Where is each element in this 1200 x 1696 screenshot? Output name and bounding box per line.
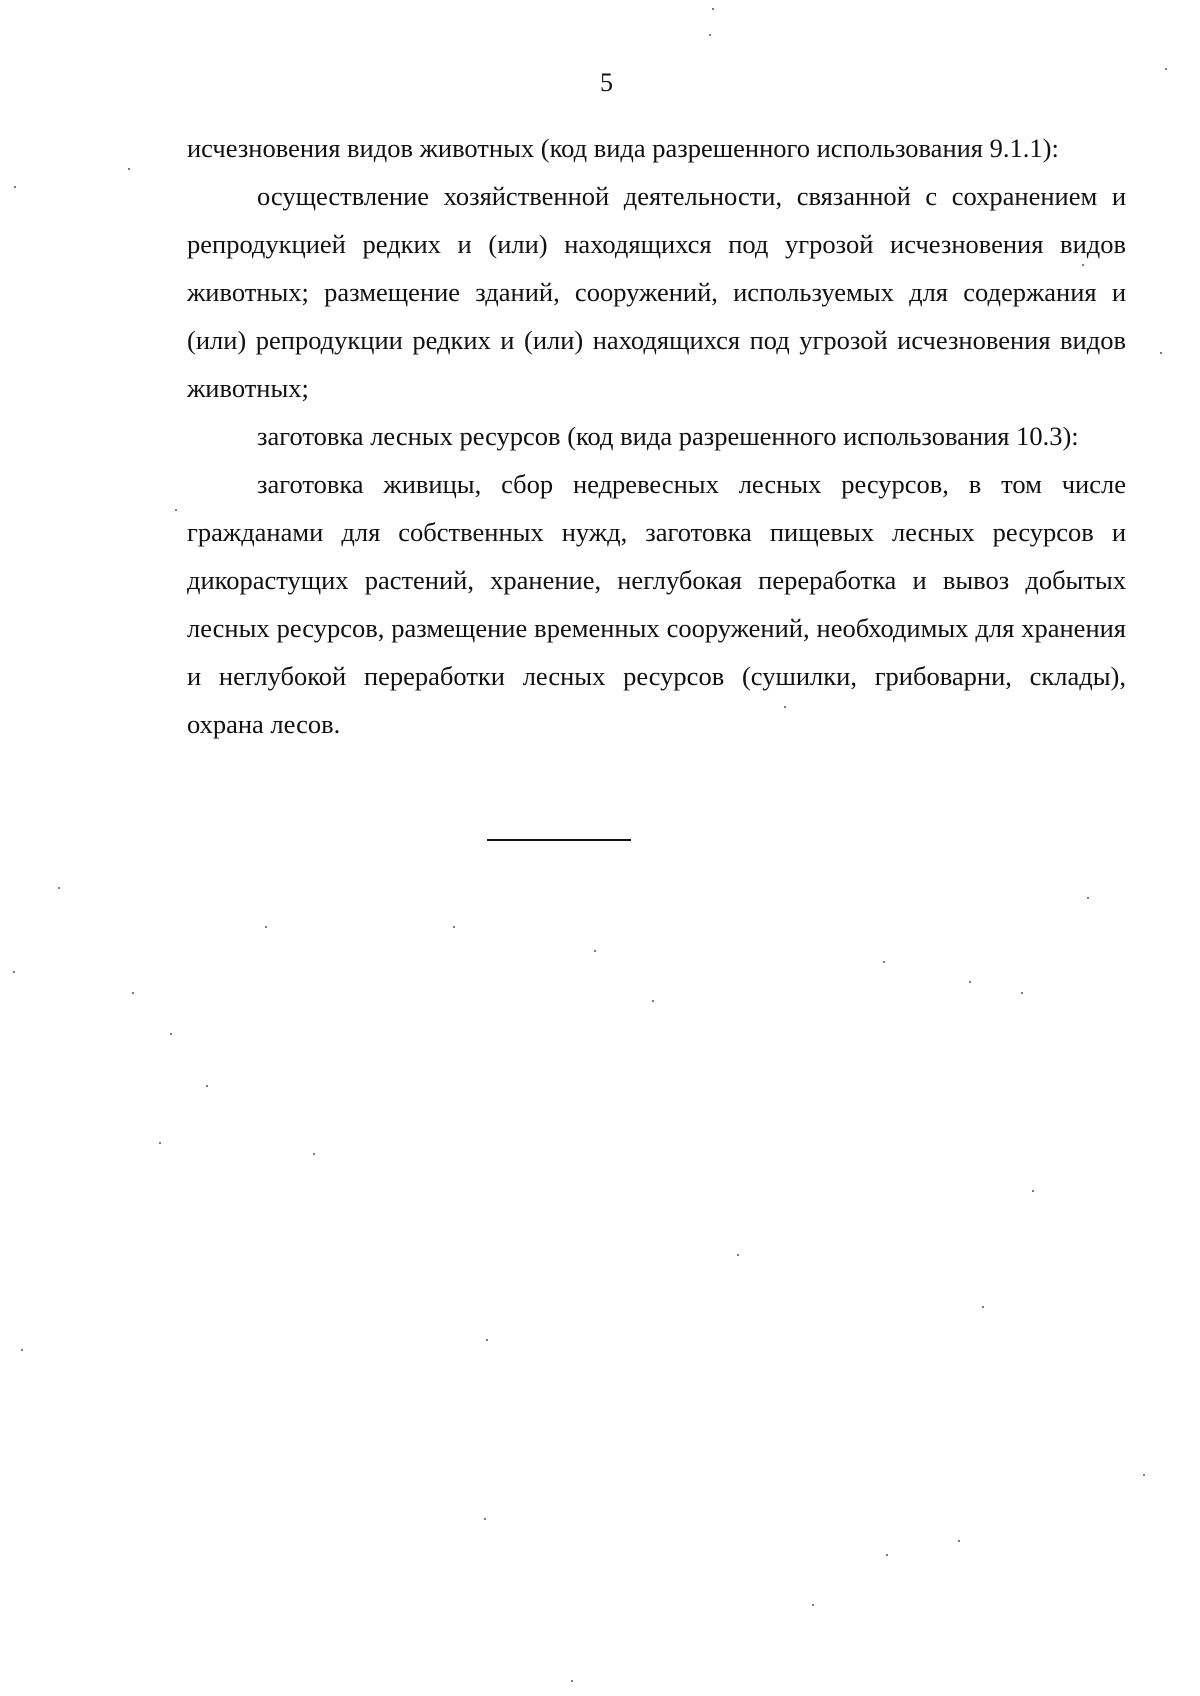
scan-speck: [737, 1254, 739, 1256]
scan-speck: [712, 8, 714, 10]
page-number: 5: [600, 68, 613, 97]
paragraph-forest-resources-heading: заготовка лесных ресурсов (код вида разрешенного использования 10.3):: [257, 421, 1079, 451]
scan-speck: [812, 1604, 814, 1606]
scan-speck: [453, 926, 455, 928]
scan-speck: [21, 1349, 23, 1351]
scan-speck: [1165, 68, 1167, 70]
scan-speck: [1087, 897, 1089, 899]
scan-speck: [958, 1540, 960, 1542]
scan-speck: [886, 1554, 888, 1556]
scan-speck: [486, 1339, 488, 1341]
scan-speck: [1160, 352, 1162, 354]
scan-speck: [13, 971, 15, 973]
scan-speck: [982, 1306, 984, 1308]
scan-speck: [652, 1000, 654, 1002]
scan-speck: [709, 34, 711, 36]
scan-speck: [265, 926, 267, 928]
paragraph-forest-resources-activity: заготовка живицы, сбор недревесных лесных ресурсов, в том числе гражданами для собственных нужд, заготовка пищевых лесных ресурсов и дикорастущих растений, хранение, неглубокая переработка и вывоз добытых лесных ресурсов, размещение временных сооружений, необходимых для хранения и неглубокой переработки лесных ресурсов (сушилки, грибоварни, склады), охрана лесов.: [187, 469, 1126, 739]
scan-speck: [58, 887, 60, 889]
scan-speck: [170, 1033, 172, 1035]
scan-speck: [159, 1142, 161, 1144]
scan-speck: [175, 509, 177, 511]
scan-speck: [883, 961, 885, 963]
scan-speck: [128, 168, 130, 170]
scan-speck: [206, 1085, 208, 1087]
paragraph-rare-animals-activity: осуществление хозяйственной деятельности, связанной с сохранением и репродукцией редких и (или) находящихся под угрозой исчезновения видов животных; размещение зданий, сооружений, используемых для содержания и (или) репродукции редких и (или) находящихся под угрозой исчезновения видов животных;: [187, 181, 1126, 403]
scan-speck: [313, 1153, 315, 1155]
scan-speck: [784, 706, 786, 708]
scan-speck: [1021, 992, 1023, 994]
end-of-text-rule: [487, 839, 631, 841]
paragraph-continuation: исчезновения видов животных (код вида разрешенного использования 9.1.1):: [187, 133, 1059, 163]
scan-speck: [484, 1518, 486, 1520]
scan-speck: [594, 950, 596, 952]
scan-speck: [1143, 1474, 1145, 1476]
body-text: [187, 124, 1126, 748]
scan-speck: [571, 1680, 573, 1682]
scan-speck: [132, 992, 134, 994]
scan-speck: [969, 981, 971, 983]
scan-speck: [14, 186, 16, 188]
scan-speck: [1032, 1190, 1034, 1192]
scan-speck: [1082, 264, 1084, 266]
